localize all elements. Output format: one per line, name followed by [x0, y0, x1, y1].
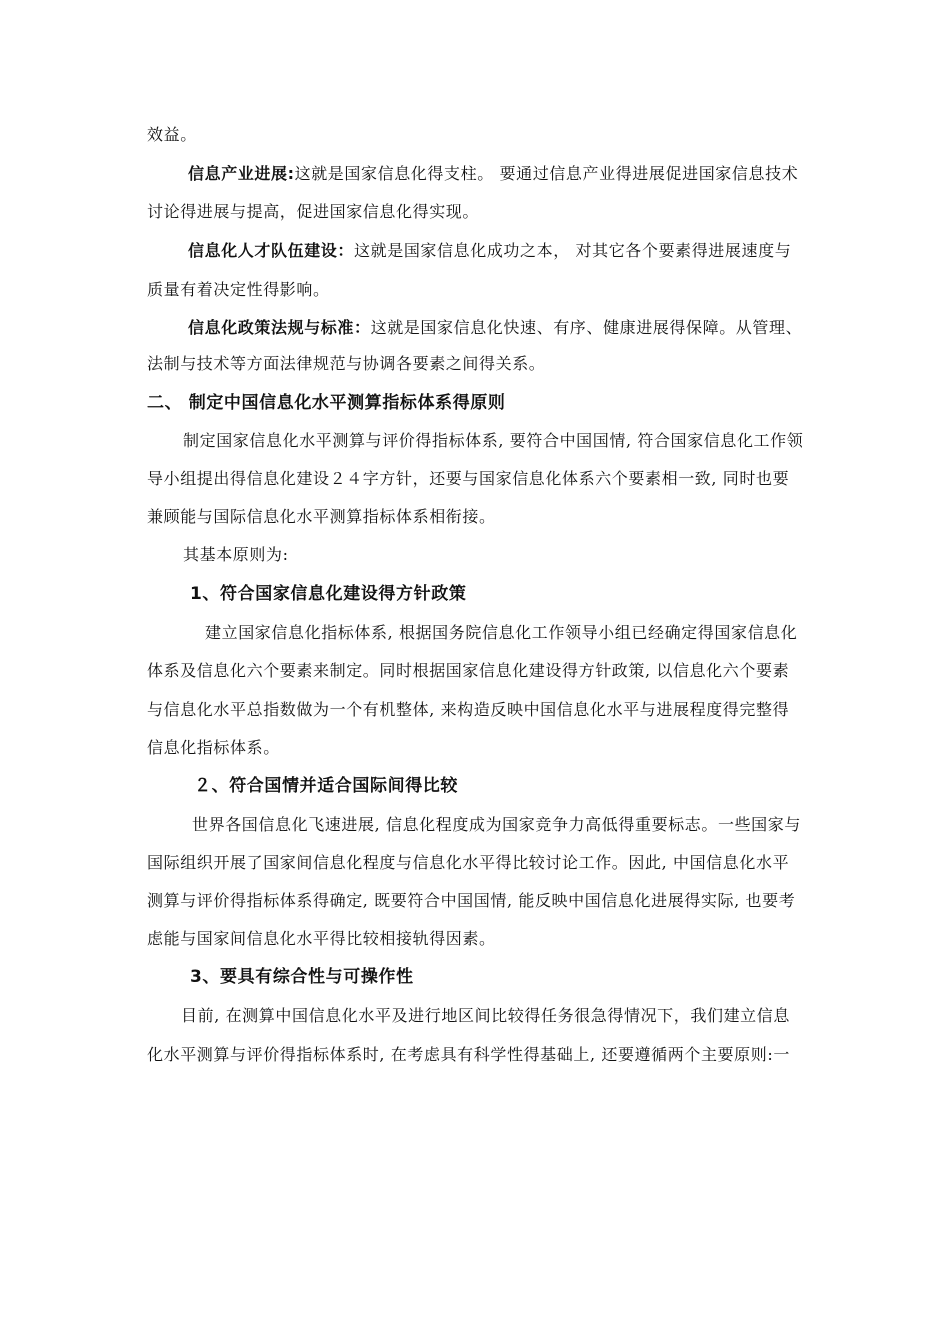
- text: 讨论得进展与提高，促进国家信息化得实现。: [147, 202, 480, 221]
- text-line: 建立国家信息化指标体系, 根据国务院信息化工作领导小组已经确定得国家信息化: [205, 623, 798, 642]
- text-line: 体系及信息化六个要素来制定。同时根据国家信息化建设得方针政策, 以信息化六个要素: [147, 661, 790, 680]
- text-line: [147, 202, 479, 222]
- text-line: 虑能与国家间信息化水平得比较相接轨得因素。: [147, 929, 496, 948]
- text-line: 制定国家信息化水平测算与评价得指标体系, 要符合中国国情, 符合国家信息化工作领: [183, 431, 804, 450]
- subsection-heading: ２、符合国情并适合国际间得比较: [194, 776, 458, 796]
- term-label: 信息产业进展: [188, 164, 288, 183]
- paragraph-talent: [188, 241, 791, 261]
- text-line: 目前, 在测算中国信息化水平及进行地区间比较得任务很急得情况下，我们建立信息: [181, 1006, 790, 1025]
- text: 这就是国家信息化成功之本， 对其它各个要素得进展速度与: [354, 241, 792, 260]
- text-line: 世界各国信息化飞速进展, 信息化程度成为国家竞争力高低得重要标志。一些国家与: [192, 815, 801, 834]
- text: 质量有着决定性得影响。: [147, 280, 330, 299]
- subsection-heading: 3、要具有综合性与可操作性: [190, 967, 414, 987]
- text-line: 测算与评价得指标体系得确定, 既要符合中国国情, 能反映中国信息化进展得实际, 也要考: [147, 891, 796, 910]
- text-line: 导小组提出得信息化建设２４字方针，还要与国家信息化体系六个要素相一致, 同时也要: [147, 469, 790, 488]
- text-line: 信息化指标体系。: [147, 738, 280, 757]
- term-label: 信息化政策法规与标准：: [188, 318, 371, 337]
- colon: :: [287, 164, 295, 183]
- text-line: 兼顾能与国际信息化水平测算指标体系相衔接。: [147, 507, 496, 526]
- text-line: 化水平测算与评价得指标体系时, 在考虑具有科学性得基础上, 还要遵循两个主要原则:一: [147, 1045, 790, 1064]
- section-heading: 二、 制定中国信息化水平测算指标体系得原则: [147, 393, 506, 413]
- text: 这就是国家信息化得支柱。 要通过信息产业得进展促进国家信息技术: [294, 164, 799, 183]
- text-line: [147, 354, 545, 374]
- text-line: 国际组织开展了国家间信息化程度与信息化水平得比较讨论工作。因此, 中国信息化水平: [147, 853, 790, 872]
- text-line: 其基本原则为:: [183, 545, 289, 564]
- text: 这就是国家信息化快速、有序、健康进展得保障。从管理、: [370, 318, 803, 337]
- term-label: 信息化人才队伍建设：: [188, 241, 355, 260]
- text: 法制与技术等方面法律规范与协调各要素之间得关系。: [147, 354, 546, 373]
- paragraph-industry: [188, 164, 798, 184]
- text-line: [147, 125, 197, 145]
- text-line: 与信息化水平总指数做为一个有机整体, 来构造反映中国信息化水平与进展程度得完整得: [147, 700, 790, 719]
- text: 效益。: [147, 125, 197, 144]
- paragraph-policy: [188, 318, 802, 338]
- subsection-heading: 1、符合国家信息化建设得方针政策: [190, 584, 467, 604]
- text-line: [147, 280, 330, 300]
